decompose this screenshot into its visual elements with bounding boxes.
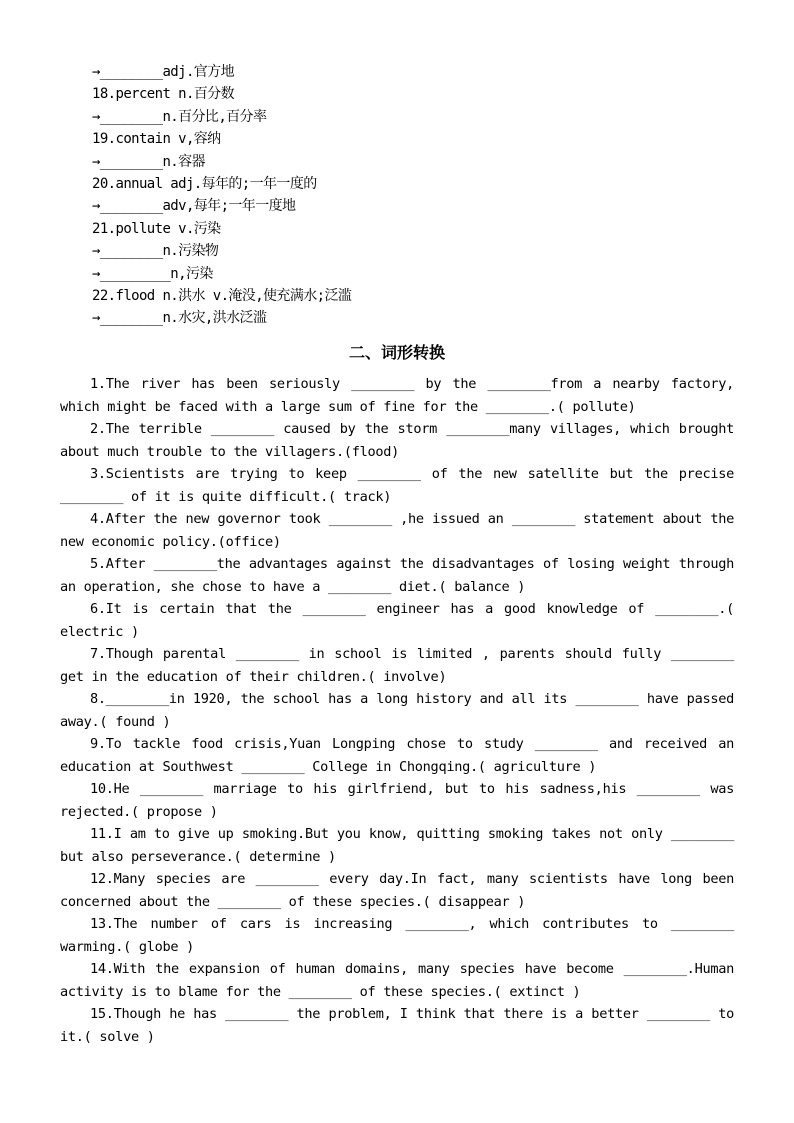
- vocab-line: →________n.水灾,洪水泛滥: [92, 310, 267, 327]
- vocab-line: →________n.百分比,百分率: [92, 108, 267, 125]
- exercise-item: 8.________in 1920, the school has a long history and all its ________ have passed away.( found ): [60, 691, 734, 730]
- section-title: 二、词形转换: [348, 343, 445, 362]
- exercise-item: 5.After ________the advantages against the disadvantages of losing weight through an operation, she chose to have a ________ diet.( balance ): [60, 556, 734, 595]
- exercise-item: 4.After the new governor took ________ ,he issued an ________ statement about the new economic policy.(office): [60, 511, 734, 550]
- exercise-item: 9.To tackle food crisis,Yuan Longping chose to study ________ and received an education at Southwest ________ College in Chongqing.( agriculture ): [60, 736, 734, 775]
- exercise-list: [60, 373, 734, 1048]
- vocab-line: 22.flood n.洪水 v.淹没,使充满水;泛滥: [92, 287, 352, 304]
- vocab-line: →_________n,污染: [92, 265, 213, 282]
- exercise-item: 13.The number of cars is increasing ________, which contributes to ________ warming.( globe ): [60, 916, 734, 955]
- exercise-item: 12.Many species are ________ every day.In fact, many scientists have long been concerned about the ________ of these species.( disappear ): [60, 871, 734, 910]
- exercise-item: 6.It is certain that the ________ engineer has a good knowledge of ________.( electric ): [60, 601, 734, 640]
- exercise-item: 15.Though he has ________ the problem, I think that there is a better ________ to it.( solve ): [60, 1006, 734, 1045]
- exercise-item: 2.The terrible ________ caused by the storm ________many villages, which brought about much trouble to the villagers.(flood): [60, 421, 734, 460]
- vocabulary-list: [92, 61, 351, 330]
- vocab-line: 19.contain v,容纳: [92, 131, 221, 148]
- vocab-line: 18.percent n.百分数: [92, 86, 234, 103]
- vocab-line: →________adv,每年;一年一度地: [92, 198, 296, 215]
- vocab-line: →________adj.官方地: [92, 64, 234, 80]
- exercise-item: 14.With the expansion of human domains, many species have become ________.Human activity is to blame for the ________ of these species.( extinct ): [60, 961, 734, 1000]
- exercise-item: 11.I am to give up smoking.But you know, quitting smoking takes not only ________ but also perseverance.( determine ): [60, 826, 734, 865]
- exercise-item: 7.Though parental ________ in school is limited , parents should fully ________ get in the education of their children.( involve): [60, 646, 734, 685]
- vocab-line: 20.annual adj.每年的;一年一度的: [92, 175, 317, 192]
- exercise-item: 1.The river has been seriously ________ by the ________from a nearby factory, which might be faced with a large sum of fine for the ________.( pollute): [60, 376, 734, 415]
- vocab-line: 21.pollute v.污染: [92, 220, 221, 237]
- vocab-line: →________n.容器: [92, 153, 205, 170]
- exercise-item: 10.He ________ marriage to his girlfriend, but to his sadness,his ________ was rejected.( propose ): [60, 781, 734, 820]
- exercise-item: 3.Scientists are trying to keep ________ of the new satellite but the precise ________ of it is quite difficult.( track): [60, 466, 734, 505]
- vocab-line: →________n.污染物: [92, 243, 219, 260]
